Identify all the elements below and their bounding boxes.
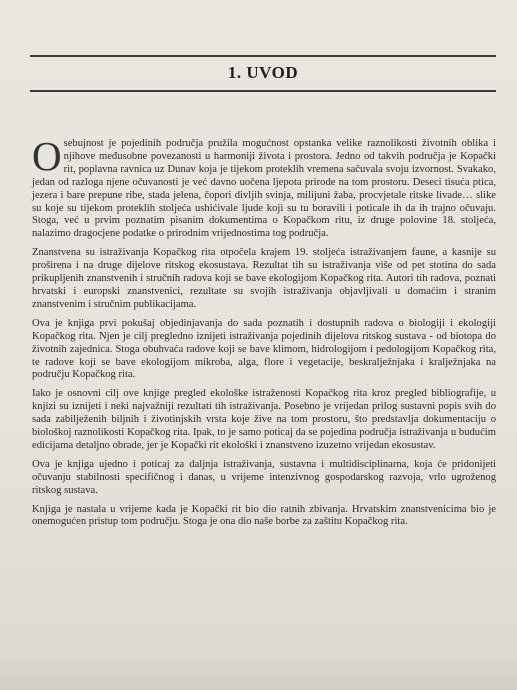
heading-rule-top [30, 55, 496, 57]
page-shadow [0, 650, 517, 690]
paragraph-5: Ova je knjiga ujedno i poticaj za daljnja istraživanja, sustavna i multidisciplinarna, koja će pridonijeti očuvanju stabilnosti specifičnog i danas, u vrijeme intenzivnog gospodarskog razvoja, vrlo ugroženog ritskog sustava. [32, 458, 496, 496]
paragraph-1 [32, 133, 496, 241]
paragraph-6: Knjiga je nastala u vrijeme kada je Kopački rit bio dio ratnih zbivanja. Hrvatskim znanstvenicima bio je onemogućen pristup tom području. Stoga je ona dio naše borbe za zaštitu Kopačkog rita. [32, 503, 496, 528]
paragraph-2: Znanstvena su istraživanja Kopačkog rita otpočela krajem 19. stoljeća istraživanjem faune, a kasnije su proširena i na druge dijelove ritskog ekosustava. Rezultat tih su istraživanja više od pet stotina do sada prikupljenih znanstvenih i stručnih radova koji se bave ekologijom Kopačkog rita. Autori tih radova, poznati hrvatski i europski znanstvenici, rezultate su svojih istraživanja objavljivali u domaćim i stranim znanstvenim i stručnim publikacijama. [32, 247, 496, 310]
chapter-body [32, 133, 496, 535]
paragraph-text: sebujnost je pojedinih područja pružila mogućnost opstanka velike raznolikosti životnih oblika i njihove međusobne povezanosti u harmoniji života i prostora. Jedno od takvih područja je Kopački rit, poplavna ravnica uz Dunav koja je tijekom proteklih vremena sačuvala svoju izvornost. Svakako, jedan od razloga njene očuvanosti je već davno uočena ljepota prirode na tom prostoru. Deseci tisuća ptica, jezera i bare prepune ribe, stada jelena, čopori divljih svinja, milijuni žaba, procvjetale ritske livade… slike su koje su tijekom proteklih stoljeća ushićivale ljude koji su tu boravili i poticale ih da ih trajno očuvaju. Stoga, već u prvim poznatim pisanim dokumentima o Kopačkom ritu, iz druge polovine 18. stoljeća, nalazimo dragocjene podatke o prirodnim vrijednostima tog područja. [32, 138, 496, 240]
chapter-title: 1. UVOD [227, 63, 299, 82]
drop-cap: O [32, 133, 62, 179]
paragraph-3: Ova je knjiga prvi pokušaj objedinjavanja do sada poznatih i dostupnih radova o biologiji i ekologiji Kopačkog rita. Njen je cilj pregledno iznijeti istraživanja pojedinih dijelova ritskog sustava - od biotopa do životnih zajednica. Stoga obuhvaća radove koji se bave klimom, hidrologijom i pedologijom Kopačkog rita, te radove koji se bave ekologijom mikroba, alga, flore i vegetacije, beskralježnjaka i kralježnjaka na području Kopačkog rita. [32, 317, 496, 381]
heading-rule-bottom [30, 90, 496, 92]
paragraph-4: Iako je osnovni cilj ove knjige pregled ekološke istraženosti Kopačkog rita kroz pregled bibliografije, u knjizi su iznijeti i neki najvažniji rezultati tih istraživanja. Posebno je vrijedan prilog sustavni popis svih do sada zabilježenih biljnih i životinjskih vrsta koje žive na tom prostoru, što predstavlja dokumentaciju o biološkoj raznolikosti Kopačkog rita. Ipak, to je samo poticaj da se pojedina područja istraživanja u budućim edicijama detaljno obrade, jer je Kopački rit ekološki i znanstveno izuzetno vrijedan ekosustav. [32, 388, 496, 451]
